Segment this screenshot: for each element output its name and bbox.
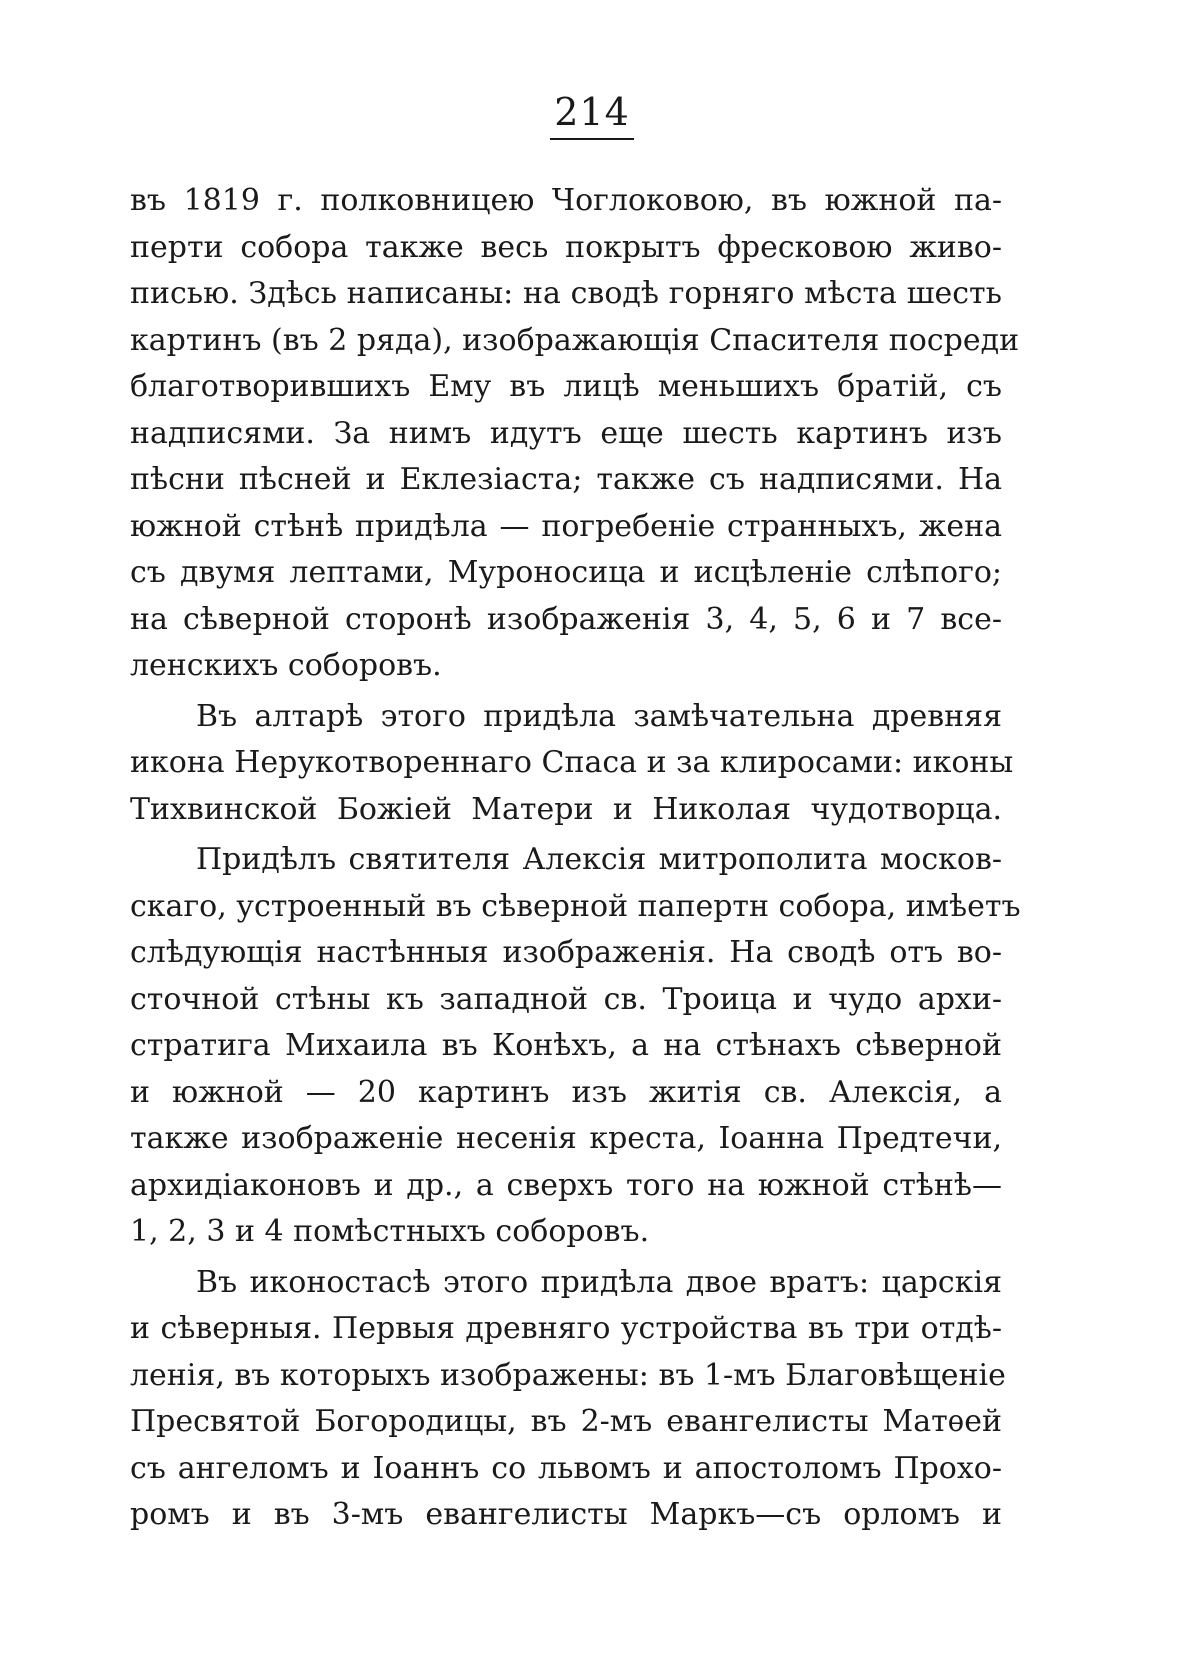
text-line: въ 1819 г. полковницею Чоглоковою, въ южной па- (130, 183, 1002, 218)
text-line: архидіаконовъ и др., а сверхъ того на южной стѣнѣ— (130, 1167, 1002, 1203)
text-line: перти собора также весь покрытъ фресковою живо- (130, 229, 1002, 265)
text-line: пѣсни пѣсней и Еклезіаста; также съ надписями. На (130, 462, 1002, 497)
text-line: Пресвятой Богородицы, въ 2-мъ евангелисты Матѳей (130, 1404, 1002, 1439)
body-text (130, 178, 1021, 1539)
text-line: также изображеніе несенія креста, Іоанна Предтечи, (130, 1121, 1002, 1156)
text-line: надписями. За нимъ идутъ еще шесть картинъ изъ (130, 415, 1002, 451)
text-line: и южной — 20 картинъ изъ житія св. Алексія, а (130, 1074, 1002, 1110)
text-line: писью. Здѣсь написаны: на сводѣ горняго мѣста шесть (130, 276, 1002, 311)
text-line: съ ангеломъ и Іоаннъ со львомъ и апостоломъ Прохо- (130, 1450, 1002, 1486)
text-line: стратига Михаила въ Конѣхъ, а на стѣнахъ сѣверной (130, 1028, 1002, 1063)
text-line: картинъ (въ 2 ряда), изображающія Спасителя посреди (130, 322, 1020, 358)
text-line: 1, 2, 3 и 4 помѣстныхъ соборовъ. (130, 1214, 650, 1249)
text-line: южной стѣнѣ придѣла — погребеніе странныхъ, жена (130, 508, 1002, 544)
text-line: икона Нерукотвореннаго Спаса и за клиросами: иконы (130, 745, 1014, 780)
text-line: скаго, устроенный въ сѣверной папертн собора, имѣетъ (130, 888, 1021, 924)
text-line: благотворившихъ Ему въ лицѣ меньшихъ братій, съ (130, 369, 1002, 404)
text-line: сточной стѣны къ западной св. Троица и чудо архи- (130, 981, 1002, 1017)
text-line: Въ алтарѣ этого придѣла замѣчательна древняя (196, 698, 1002, 734)
text-line: ленскихъ соборовъ. (130, 648, 442, 683)
text-line: ромъ и въ 3-мъ евангелисты Маркъ—съ орломъ и (130, 1497, 1002, 1532)
text-line: ленія, въ которыхъ изображены: въ 1-мъ Благовѣщеніе (130, 1357, 1006, 1393)
text-line: Придѣлъ святителя Алексія митрополита москов- (196, 842, 1002, 877)
page-number: 214 (0, 88, 1184, 140)
text-line: слѣдующія настѣнныя изображенія. На сводѣ отъ во- (130, 935, 1002, 970)
text-line: и сѣверныя. Первыя древняго устройства въ три отдѣ- (130, 1311, 1002, 1346)
text-line: на сѣверной сторонѣ изображенія 3, 4, 5, 6 и 7 все- (130, 601, 1002, 637)
text-line: Въ иконостасѣ этого придѣла двое вратъ: царскія (196, 1264, 1002, 1300)
text-line: съ двумя лептами, Муроносица и исцѣленіе слѣпого; (130, 555, 1002, 590)
text-line: Тихвинской Божіей Матери и Николая чудотворца. (130, 791, 1002, 827)
